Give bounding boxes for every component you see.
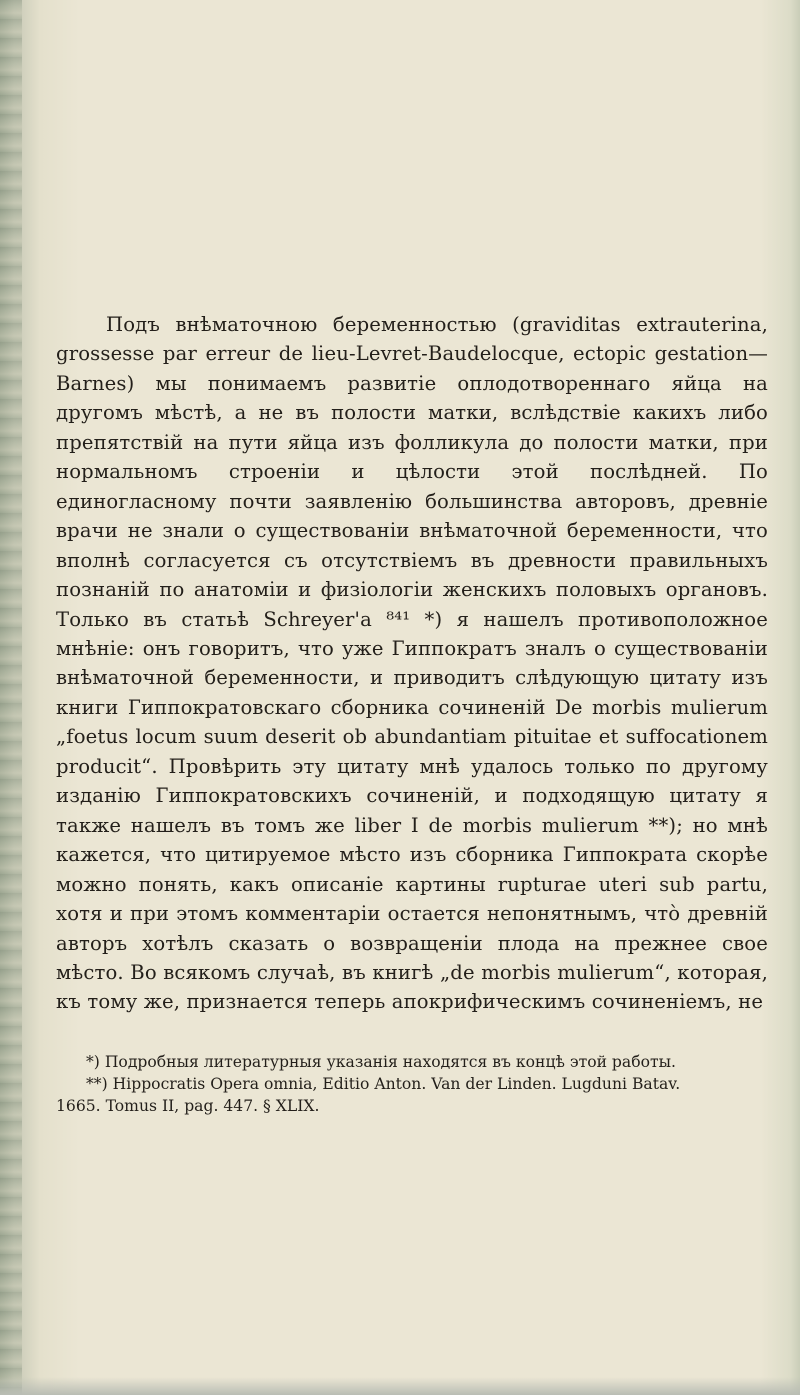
text-block <box>56 310 768 1117</box>
page-left-edge-shadow <box>0 0 22 1395</box>
footnote-2: **) Hippocratis Opera omnia, Editio Anton. Van der Linden. Lugduni Batav. <box>86 1074 681 1093</box>
footnote-2-continuation: 1665. Tomus II, pag. 447. § XLIX. <box>56 1096 320 1115</box>
footnotes <box>56 1051 768 1117</box>
page-bottom-edge-shadow <box>0 1377 800 1395</box>
main-paragraph: Подъ внѣматочною беременностью (graviditas extrauterina, grossesse par erreur de lieu-Levret-Baudelocque, ectopic gestation—Barnes) мы понимаемъ развитіе оплодотвореннаго яйца на другомъ мѣстѣ, а не въ полости матки, вслѣдствіе какихъ либо препятствій на пути яйца изъ фолликула до полости матки, при нормальномъ строеніи и цѣлости этой послѣдней. По единогласному почти заявленію большинства авторовъ, древніе врачи не знали о существованіи внѣматочной беременности, что вполнѣ согласуется съ отсутствіемъ въ древности правильныхъ познаній по анатоміи и физіологіи женскихъ половыхъ органовъ. Только въ статьѣ Schreyer'a ⁸⁴¹ *) я нашелъ противоположное мнѣніе: онъ говоритъ, что уже Гиппократъ зналъ о существованіи внѣматочной беременности, и приводитъ слѣдующую цитату изъ книги Гиппократовскаго сборника сочиненій De morbis mulierum „foetus locum suum deserit ob abundantiam pituitae et suffocationem producit“. Провѣрить эту цитату мнѣ удалось только по другому изданію Гиппократовскихъ сочиненій, и подходящую цитату я также нашелъ въ томъ же liber I de morbis mulierum **); но мнѣ кажется, что цитируемое мѣсто изъ сборника Гиппократа скорѣе можно понять, какъ описаніе картины rupturae uteri sub partu, хотя и при этомъ комментаріи остается непонятнымъ, чтò древній авторъ хотѣлъ сказать о возвращеніи плода на прежнее свое мѣсто. Во всякомъ случаѣ, въ книгѣ „de morbis mulierum“, которая, къ тому же, признается теперь апокрифическимъ сочиненіемъ, не <box>56 313 768 1014</box>
footnote-1: *) Подробныя литературныя указанія находятся въ концѣ этой работы. <box>86 1052 676 1071</box>
